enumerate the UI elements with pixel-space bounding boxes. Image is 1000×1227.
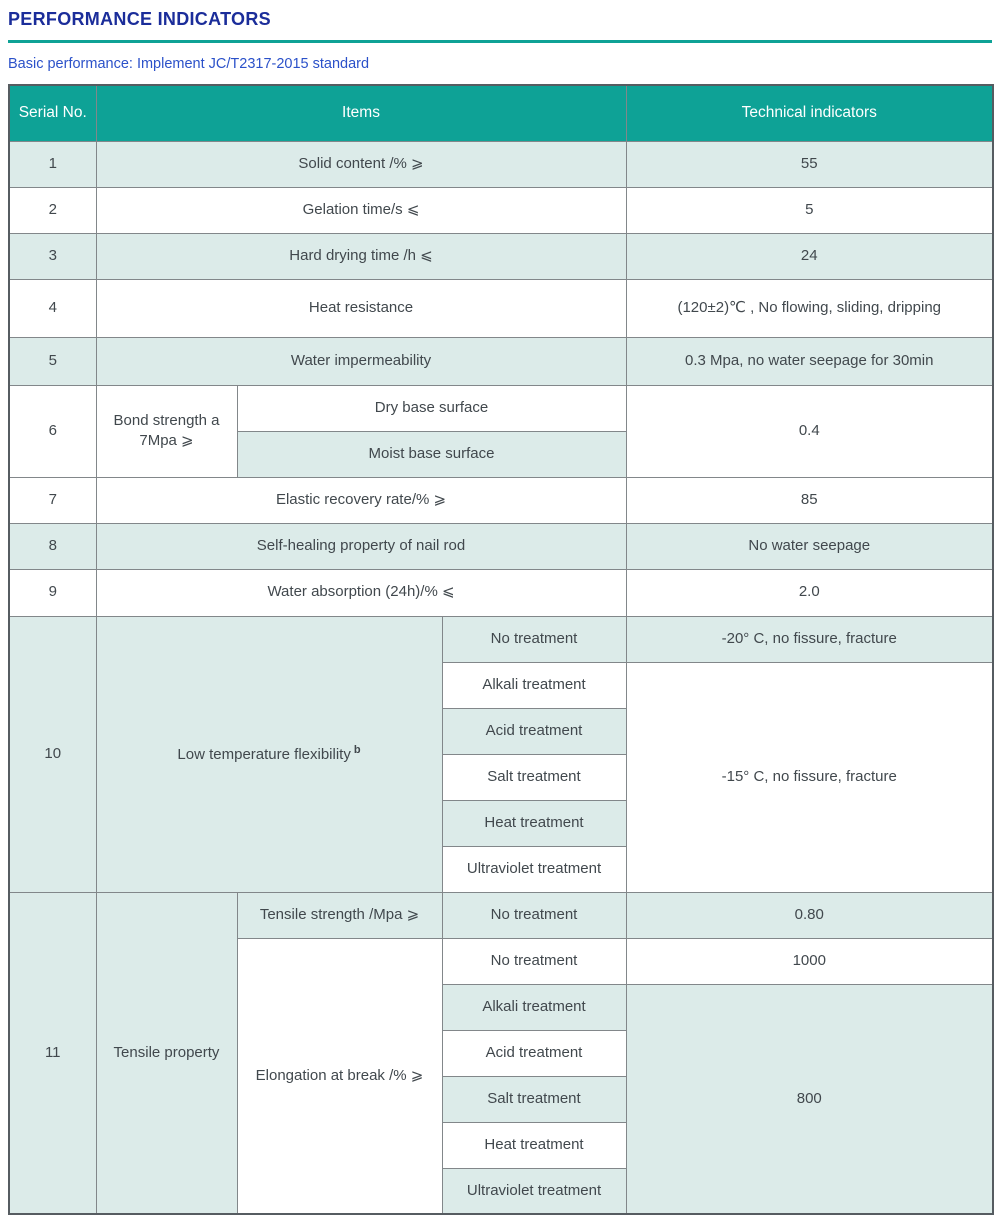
cell-serial-9: 9 bbox=[9, 569, 96, 616]
cell-serial-11: 11 bbox=[9, 892, 96, 1214]
bond-strength-label-line2: 7Mpa ⩾ bbox=[139, 432, 194, 449]
page-subtitle: Basic performance: Implement JC/T2317-2015 standard bbox=[8, 56, 370, 72]
table-row bbox=[9, 892, 993, 938]
cell-value-solid-content: 55 bbox=[626, 141, 993, 187]
cell-treatment-no-treatment: No treatment bbox=[442, 616, 626, 662]
cell-treatment-alkali: Alkali treatment bbox=[442, 984, 626, 1030]
bond-strength-label-line1: Bond strength a bbox=[113, 411, 220, 429]
cell-treatment-acid: Acid treatment bbox=[442, 1030, 626, 1076]
low-temperature-flexibility-label: Low temperature flexibility bbox=[177, 745, 351, 763]
cell-item-water-absorption: Water absorption (24h)/% ⩽ bbox=[96, 569, 626, 616]
cell-value-tensile-strength: 0.80 bbox=[626, 892, 993, 938]
cell-serial-10: 10 bbox=[9, 616, 96, 892]
cell-item-elastic-recovery-rate: Elastic recovery rate/% ⩾ bbox=[96, 477, 626, 523]
footnote-b-marker: b bbox=[353, 743, 361, 756]
cell-sub-elongation-at-break: Elongation at break /% ⩾ bbox=[237, 938, 442, 1214]
cell-value-gelation-time: 5 bbox=[626, 187, 993, 233]
cell-serial-6: 6 bbox=[9, 385, 96, 477]
header-serial-no: Serial No. bbox=[9, 85, 96, 141]
cell-condition-moist-base-surface: Moist base surface bbox=[237, 431, 626, 477]
cell-treatment-acid: Acid treatment bbox=[442, 708, 626, 754]
cell-serial-1: 1 bbox=[9, 141, 96, 187]
cell-serial-5: 5 bbox=[9, 337, 96, 385]
cell-treatment-salt: Salt treatment bbox=[442, 1076, 626, 1122]
cell-item-gelation-time: Gelation time/s ⩽ bbox=[96, 187, 626, 233]
table-row bbox=[9, 616, 993, 662]
performance-table bbox=[8, 84, 994, 1215]
table-row bbox=[9, 141, 993, 187]
cell-value-minus-20: -20° C, no fissure, fracture bbox=[626, 616, 993, 662]
cell-value-bond-strength: 0.4 bbox=[626, 385, 993, 477]
cell-treatment-ultraviolet: Ultraviolet treatment bbox=[442, 846, 626, 892]
title-divider bbox=[8, 40, 992, 43]
table-row bbox=[9, 337, 993, 385]
cell-value-water-impermeability: 0.3 Mpa, no water seepage for 30min bbox=[626, 337, 993, 385]
cell-item-solid-content: Solid content /% ⩾ bbox=[96, 141, 626, 187]
cell-value-elongation-treated: 800 bbox=[626, 984, 993, 1214]
cell-item-tensile-property: Tensile property bbox=[96, 892, 237, 1214]
cell-value-hard-drying-time: 24 bbox=[626, 233, 993, 279]
cell-treatment-heat: Heat treatment bbox=[442, 1122, 626, 1168]
cell-value-water-absorption: 2.0 bbox=[626, 569, 993, 616]
table-row bbox=[9, 569, 993, 616]
table-header-row bbox=[9, 85, 993, 141]
cell-item-heat-resistance: Heat resistance bbox=[96, 279, 626, 337]
cell-item-self-healing: Self-healing property of nail rod bbox=[96, 523, 626, 569]
header-technical-indicators: Technical indicators bbox=[626, 85, 993, 141]
page bbox=[8, 0, 992, 1215]
cell-sub-tensile-strength: Tensile strength /Mpa ⩾ bbox=[237, 892, 442, 938]
cell-condition-dry-base-surface: Dry base surface bbox=[237, 385, 626, 431]
cell-treatment-salt: Salt treatment bbox=[442, 754, 626, 800]
cell-item-bond-strength bbox=[96, 385, 237, 477]
cell-treatment-heat: Heat treatment bbox=[442, 800, 626, 846]
table-row bbox=[9, 477, 993, 523]
cell-item-hard-drying-time: Hard drying time /h ⩽ bbox=[96, 233, 626, 279]
cell-value-elastic-recovery-rate: 85 bbox=[626, 477, 993, 523]
table-row bbox=[9, 385, 993, 431]
cell-value-minus-15: -15° C, no fissure, fracture bbox=[626, 662, 993, 892]
cell-treatment-no-treatment: No treatment bbox=[442, 892, 626, 938]
cell-item-low-temperature-flexibility bbox=[96, 616, 442, 892]
cell-item-water-impermeability: Water impermeability bbox=[96, 337, 626, 385]
cell-value-self-healing: No water seepage bbox=[626, 523, 993, 569]
cell-treatment-no-treatment: No treatment bbox=[442, 938, 626, 984]
cell-serial-2: 2 bbox=[9, 187, 96, 233]
table-row bbox=[9, 523, 993, 569]
cell-treatment-ultraviolet: Ultraviolet treatment bbox=[442, 1168, 626, 1214]
cell-serial-3: 3 bbox=[9, 233, 96, 279]
cell-value-heat-resistance: (120±2)℃ , No flowing, sliding, dripping bbox=[626, 279, 993, 337]
page-title: PERFORMANCE INDICATORS bbox=[8, 9, 271, 29]
cell-serial-8: 8 bbox=[9, 523, 96, 569]
cell-serial-4: 4 bbox=[9, 279, 96, 337]
cell-serial-7: 7 bbox=[9, 477, 96, 523]
cell-treatment-alkali: Alkali treatment bbox=[442, 662, 626, 708]
table-row bbox=[9, 279, 993, 337]
table-row bbox=[9, 233, 993, 279]
header-items: Items bbox=[96, 85, 626, 141]
table-row bbox=[9, 187, 993, 233]
cell-value-elongation-no-treatment: 1000 bbox=[626, 938, 993, 984]
